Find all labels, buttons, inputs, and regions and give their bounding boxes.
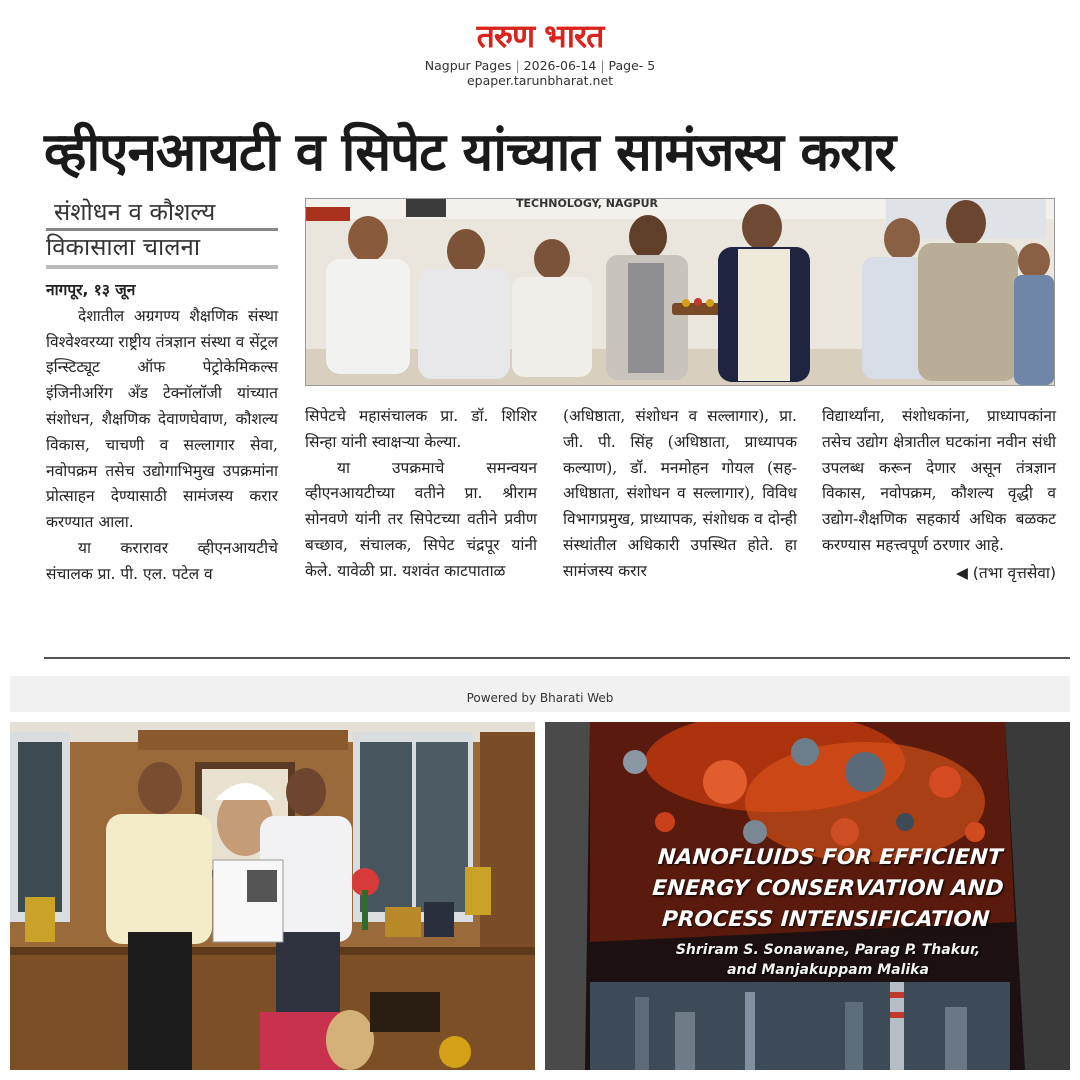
edition-line: Nagpur Pages | 2026-06-14 | Page- 5 xyxy=(424,58,656,73)
column-3-paragraph-1: (अधिष्ठाता, संशोधन व सल्लागार), प्रा. जी. पी. सिंह (अधिष्ठाता, प्राध्यापक कल्याण), डॉ. मनमोहन गोयल (सह-अधिष्ठाता, संशोधन व सल्लागार), विविध विभागप्रमुख, प्राध्यापक, संशोधक व दोन्ही संस्थांतील अधिकारी उपस्थित होते. हा सामंजस्य करार xyxy=(563,407,797,580)
mou-ceremony-photo xyxy=(306,199,1054,385)
news-photo xyxy=(305,198,1055,386)
edition-name: Nagpur Pages xyxy=(424,58,512,73)
edition-date: 2026-06-14 xyxy=(523,58,597,73)
epaper-url: epaper.tarunbharat.net xyxy=(466,73,614,88)
column-2-paragraph-1: सिपेटचे महासंचालक प्रा. डॉ. शिशिर सिन्हा यांनी स्वाक्षऱ्या केल्या. xyxy=(305,407,537,451)
book-authors-line-2: and Manjakuppam Malika xyxy=(727,962,929,978)
office-handover-photo xyxy=(10,722,535,1070)
column-2-paragraph-2: या उपक्रमाचे समन्वयन व्हीएनआयटीच्या वतीने प्रा. श्रीराम सोनवणे यांनी तर सिपेटच्या वतीने प्रवीण बच्छाव, संचालक, सिपेट चंद्रपूर यांनी केले. यावेळी प्रा. यशवंत काटपाताळ xyxy=(305,458,537,580)
newspaper-logo xyxy=(477,18,604,54)
book-title xyxy=(625,842,1032,935)
office-photo-illustration xyxy=(10,722,535,1070)
powered-by-text: Powered by Bharati Web xyxy=(466,691,614,705)
brand-text: तरुण भारत xyxy=(476,17,604,55)
column-1-paragraph-2: या करारावर व्हीएनआयटीचे संचालक प्रा. पी. एल. पटेल व xyxy=(46,538,278,583)
photo-backdrop-text: TECHNOLOGY, NAGPUR xyxy=(516,199,658,210)
book-title-line-1: NANOFLUIDS FOR EFFICIENT xyxy=(656,845,1004,870)
article-bottom-rule xyxy=(44,657,1070,659)
column-4-paragraph-1: विद्यार्थ्यांना, संशोधकांना, प्राध्यापकांना तसेच उद्योग क्षेत्रातील घटकांना नवीन संधी उपलब्ध करून देणार असून तंत्रज्ञान विकास, नवोपक्रम, कौशल्य वृद्धी व उद्योग-शैक्षणिक सहकार्य अधिक बळकट करण्यास महत्त्वपूर्ण ठरणार आहे. xyxy=(822,407,1056,554)
article-column-1 xyxy=(46,278,278,588)
book-authors xyxy=(628,940,1028,980)
powered-by-bar xyxy=(10,676,1070,712)
dateline: नागपूर, १३ जून xyxy=(46,281,136,299)
subhead-line-1: संशोधन व कौशल्य xyxy=(54,198,216,226)
book-authors-line-1: Shriram S. Sonawane, Parag P. Thakur, xyxy=(675,942,981,958)
subhead-line-2: विकासाला चालना xyxy=(46,228,278,269)
article-column-4 xyxy=(822,404,1056,587)
page-number: Page- 5 xyxy=(608,58,656,73)
book-title-line-3: PROCESS INTENSIFICATION xyxy=(661,907,991,932)
column-1-paragraph-1: देशातील अग्रगण्य शैक्षणिक संस्था विश्वेश्वरय्या राष्ट्रीय तंत्रज्ञान संस्था व सेंट्रल इन्स्टिट्यूट ऑफ पेट्रोकेमिकल्स इंजिनीअरिंग अँड टेक्नॉलॉजी यांच्यात संशोधन, शैक्षणिक देवाणघेवाण, कौशल्य विकास, चाचणी व सल्लागार सेवा, नवोपक्रम तसेच उद्योगाभिमुख उपक्रमांना प्रोत्साहन देण्यासाठी सामंजस्य करार करण्यात आला. xyxy=(46,306,278,532)
masthead xyxy=(0,18,1080,88)
article-headline: व्हीएनआयटी व सिपेट यांच्यात सामंजस्य करार xyxy=(44,122,896,183)
news-agency-credit: ◀ (तभा वृत्तसेवा) xyxy=(955,563,1056,582)
article-subhead xyxy=(46,196,278,269)
article-column-2 xyxy=(305,404,537,585)
article-column-3 xyxy=(563,404,797,585)
book-title-line-2: ENERGY CONSERVATION AND xyxy=(651,876,1005,901)
